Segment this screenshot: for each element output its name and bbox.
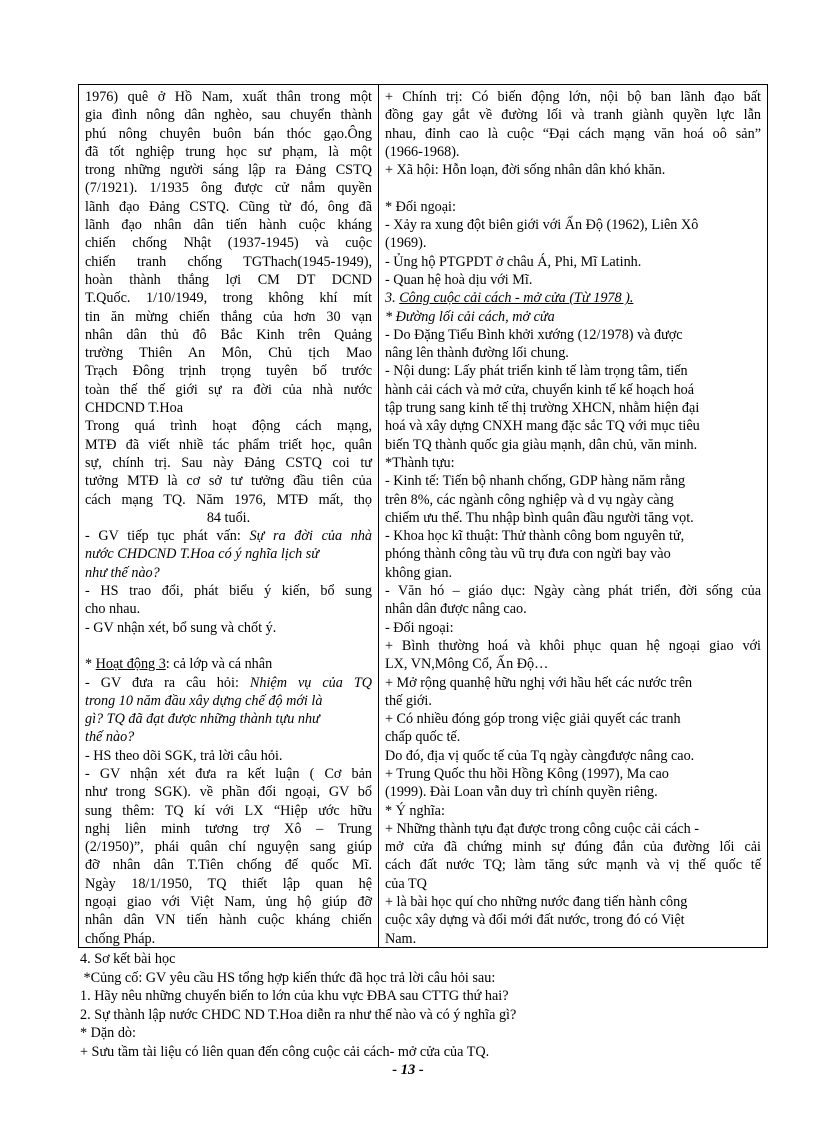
text-line: hoàn thành thắng lợi CM DT DCND <box>85 271 372 288</box>
text-line: + Những thành tựu đạt được trong công cuộc cải cách - <box>385 820 699 837</box>
text-line: - GV đưa ra câu hỏi: Nhiệm vụ của TQ <box>85 674 372 691</box>
lesson-table <box>78 84 768 948</box>
text-line: * Hoạt động 3: cả lớp và cá nhân <box>85 656 273 673</box>
text-line: Do đó, địa vị quốc tế của Tq ngày càngđược nâng cao. <box>385 747 695 764</box>
text-line: + Bình thường hoá và khôi phục quan hệ ngoại giao với <box>385 637 761 654</box>
page-number: - 13 - <box>392 1062 424 1078</box>
text-line: chấp quốc tế. <box>385 729 461 746</box>
text-line: lãnh đạo Đảng CSTQ. Cũng từ đó, ông đã <box>85 198 372 215</box>
text-line: 1976) quê ở Hồ Nam, xuất thân trong một <box>85 89 372 105</box>
text-line: trên 8%, các ngành công nghiệp và d vụ ngày càng <box>385 491 674 508</box>
summary-line: * Dặn dò: <box>80 1025 136 1041</box>
text-line: đồng gay gắt về đường lối và tranh giành quyền lực lẫn <box>385 107 761 124</box>
text-line: chống Pháp. <box>85 930 156 947</box>
text-line: chiếm ưu thế. Thu nhập bình quân đầu người tăng vọt. <box>385 509 694 526</box>
text-line: Trạch Đông trịnh trọng tuyên bố trước <box>85 363 372 380</box>
text-line: toàn thế thế giới sự ra đời của nhà nước <box>85 381 372 398</box>
text-line: nhau, đỉnh cao là cuộc “Đại cách mạng văn hoá oô sản” <box>385 125 761 142</box>
text-line: nhân dân VN tiến hành cuộc kháng chiến <box>85 912 372 929</box>
text-line: MTĐ đã viết nhiề tác phẩm triết học, quân <box>85 436 372 453</box>
text-line: - GV nhận xét, bổ sung và chốt ý. <box>85 619 277 636</box>
text-line: - Văn hó – giáo dục: Ngày càng phát triển, đời sống của <box>385 583 761 600</box>
text-line: CHDCND T.Hoa <box>85 400 183 417</box>
text-line: cho nhau. <box>85 601 141 618</box>
text-line: - Nội dung: Lấy phát triển kinh tế làm trọng tâm, tiến <box>385 363 688 380</box>
text-line: (1999). Đài Loan vẫn duy trì chính quyền riêng. <box>385 784 658 801</box>
text-line: + Xã hội: Hỗn loạn, đời sống nhân dân khó khăn. <box>385 162 666 179</box>
text-line: - Kinh tế: Tiến bộ nhanh chống, GDP hàng năm rằng <box>385 473 686 490</box>
text-line: đỡ nhân dân T.Tiên chống đế quốc Mĩ. <box>85 857 372 874</box>
lesson-summary <box>80 950 770 1061</box>
text-line: phóng thành công tàu vũ trụ đưa con ngừi bay vào <box>385 546 671 563</box>
text-line: + Trung Quốc thu hồi Hồng Kông (1997), Ma cao <box>385 765 669 782</box>
text-line: nước CHDCND T.Hoa có ý nghĩa lịch sử <box>85 546 320 563</box>
text-line: trong những người sáng lập ra Đảng CSTQ <box>85 162 372 179</box>
text-line: * Đường lối cải cách, mở cửa <box>385 308 555 325</box>
text-line: sung thêm: TQ kí với LX “Hiệp ước hữu <box>85 802 372 819</box>
text-line: * Đối ngoại: <box>385 198 456 215</box>
text-line: cách mạng TQ. Năm 1976, MTĐ mất, thọ <box>85 491 372 508</box>
text-line: tưởng MTĐ là cơ sở tư tưởng đầu tiên của <box>85 473 372 490</box>
text-line: + Có nhiều đóng góp trong việc giải quyết các tranh <box>385 711 681 728</box>
text-line: như thế nào? <box>85 564 160 581</box>
text-line: gia đình nông dân nghèo, sau chuyển thành <box>85 107 372 124</box>
text-line: sự, chính trị. Sau này Đảng CSTQ coi tư <box>85 454 372 471</box>
text-line: không gian. <box>385 564 452 581</box>
text-line: 3. Công cuộc cải cách - mở cửa (Từ 1978 ). <box>385 290 634 307</box>
text-line: đã tốt nghiệp trung học sư phạm, là một <box>85 143 372 160</box>
text-line: T.Quốc. 1/10/1949, trong không khí mít <box>85 290 372 307</box>
summary-line: 4. Sơ kết bài học <box>80 951 176 967</box>
text-line: hành cải cách và mở cửa, chuyển kinh tế kế hoạch hoá <box>385 381 695 398</box>
teacher-student-activities-column <box>79 85 379 947</box>
text-line: nghị liên minh tương trợ Xô – Trung <box>85 820 372 837</box>
text-line: (1969). <box>385 235 427 252</box>
text-line: trong 10 năm đầu xây dựng chế độ mới là <box>85 692 323 709</box>
text-line: biến TQ thành quốc gia giàu mạnh, dân chủ, văn minh. <box>385 436 698 453</box>
text-line: (2/1950)”, phái quân chí nguyện sang giúp <box>85 839 372 856</box>
text-line: như trong SGK). về phần đối ngoại, GV bổ <box>85 784 372 801</box>
text-line: - Khoa học kĩ thuật: Thử thành công bom nguyên tử, <box>385 528 685 545</box>
text-line: - Xảy ra xung đột biên giới với Ấn Độ (1962), Liên Xô <box>385 217 699 234</box>
text-line: + Chính trị: Có biến động lớn, nội bộ ban lãnh đạo bất <box>385 89 761 105</box>
text-line: + là bài học quí cho những nước đang tiến hành công <box>385 894 688 911</box>
text-line: - Do Đặng Tiểu Bình khởi xướng (12/1978) và được <box>385 326 683 343</box>
text-line: thế nào? <box>85 729 135 746</box>
text-line: phú nông chuyên buôn bán thóc gạo.Ông <box>85 125 372 142</box>
text-line: nâng lên thành đường lối chung. <box>385 345 569 362</box>
text-line: (7/1921). 1/1935 ông được cử nắm quyền <box>85 180 372 197</box>
text-line: tin ăn mừng chiến thắng của hơn 30 vạn <box>85 308 372 325</box>
text-line: của TQ <box>385 875 427 892</box>
text-line: tập trung sang kinh tế thị trường XHCN, nhằm hiện đại <box>385 400 700 417</box>
text-line: - Đối ngoại: <box>385 619 454 636</box>
text-line: lãnh đạo nhân dân tiến hành cuộc kháng <box>85 217 372 234</box>
text-line: - HS trao đổi, phát biểu ý kiến, bổ sung <box>85 583 372 600</box>
text-line: cách đất nước TQ; làm tăng sức mạnh và vị thế quốc tế <box>385 857 761 874</box>
text-line: nhân dân thủ đô Bắc Kinh trên Quảng <box>85 326 372 343</box>
text-line: ngoại giao với Việt Nam, ủng hộ giúp đỡ <box>85 894 372 911</box>
text-line: LX, VN,Mông Cổ, Ấn Độ… <box>385 656 549 673</box>
text-line <box>85 637 372 655</box>
text-line: * Ý nghĩa: <box>385 802 445 819</box>
text-line: trường Thiên An Môn, Chủ tịch Mao <box>85 345 372 362</box>
text-line: nhân dân được nâng cao. <box>385 601 527 618</box>
text-line: Trong quá trình hoạt động cách mạng, <box>85 418 372 435</box>
text-line: Nam. <box>385 930 417 947</box>
text-line: - HS theo dõi SGK, trả lời câu hỏi. <box>85 747 283 764</box>
text-line: - GV tiếp tục phát vấn: Sự ra đời của nhà <box>85 528 373 545</box>
lesson-content-column <box>379 85 767 947</box>
text-line: - Quan hệ hoà dịu với Mĩ. <box>385 271 533 288</box>
summary-line: 1. Hãy nêu những chuyển biến to lớn của khu vực ĐBA sau CTTG thứ hai? <box>80 988 509 1004</box>
text-line: chiến chống Nhật (1937-1945) và cuộc <box>85 235 372 252</box>
text-line: gì? TQ đã đạt được những thành tựu như <box>85 711 320 728</box>
text-line: - GV nhận xét đưa ra kết luận ( Cơ bản <box>85 765 372 782</box>
text-line: *Thành tựu: <box>385 454 455 471</box>
text-line: (1966-1968). <box>385 143 460 160</box>
text-line: 84 tuổi. <box>206 509 251 526</box>
summary-line: *Củng cố: GV yêu cầu HS tổng hợp kiến thức đã học trả lời câu hỏi sau: <box>80 969 496 986</box>
text-line: - Ủng hộ PTGPDT ở châu Á, Phi, Mĩ Latinh. <box>385 253 642 270</box>
text-line: mở cửa đã chứng minh sự đúng đắn của đường lối cải <box>385 839 761 856</box>
text-line: hoá và xây dựng CNXH mang đặc sắc TQ với mục tiêu <box>385 418 700 435</box>
text-line <box>385 179 761 197</box>
summary-line: + Sưu tầm tài liệu có liên quan đến công cuộc cải cách- mở cửa của TQ. <box>80 1043 490 1060</box>
summary-line: 2. Sự thành lập nước CHDC ND T.Hoa diễn ra như thế nào và có ý nghĩa gì? <box>80 1006 517 1023</box>
text-line: + Mở rộng quanhệ hữu nghị với hầu hết các nước trên <box>385 674 693 691</box>
text-line: chiến tranh chống TGThach(1945-1949), <box>85 253 372 270</box>
text-line: thế giới. <box>385 692 432 709</box>
text-line: cuộc xây dựng và đổi mới đất nước, trong đó có Việt <box>385 912 685 929</box>
text-line: Ngày 18/1/1950, TQ thiết lập quan hệ <box>85 875 372 892</box>
